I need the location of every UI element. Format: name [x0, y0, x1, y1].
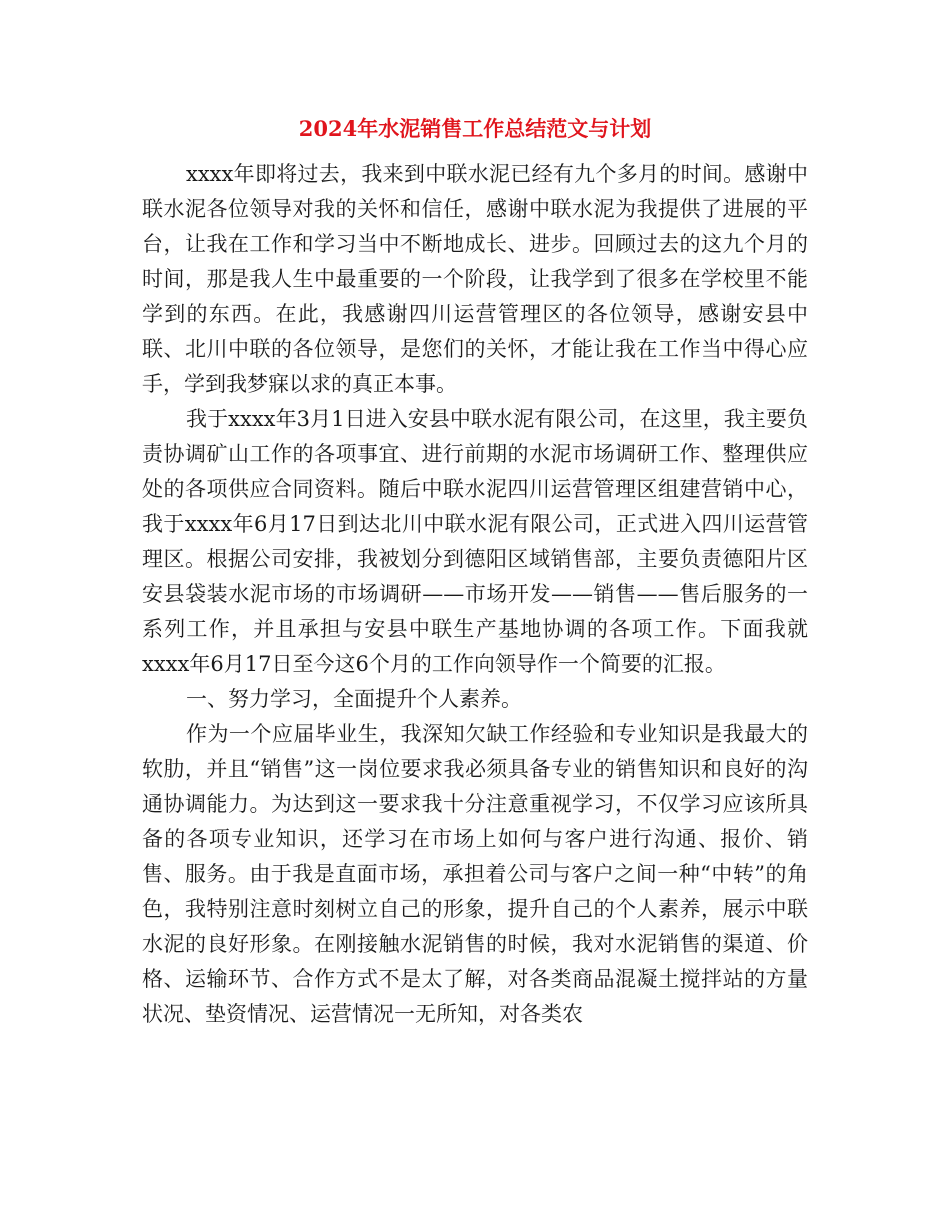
paragraph-study: 作为一个应届毕业生，我深知欠缺工作经验和专业知识是我最大的软肋，并且“销售”这一岗位要求我必须具备专业的销售知识和良好的沟通协调能力。为达到这一要求我十分注意重视学习，不仅学习应该所具备的各项专业知识，还学习在市场上如何与客户进行沟通、报价、销售、服务。由于我是直面市场，承担着公司与客户之间一种“中转”的角色，我特别注意时刻树立自己的形象，提升自己的个人素养，展示中联水泥的良好形象。在刚接触水泥销售的时候，我对水泥销售的渠道、价格、运输环节、合作方式不是太了解，对各类商品混凝土搅拌站的方量状况、垫资情况、运营情况一无所知，对各类农 — [142, 722, 808, 1026]
document-title: 2024年水泥销售工作总结范文与计划 — [298, 116, 652, 141]
paragraph-intro: xxxx年即将过去，我来到中联水泥已经有九个多月的时间。感谢中联水泥各位领导对我的关怀和信任，感谢中联水泥为我提供了进展的平台，让我在工作和学习当中不断地成长、进步。回顾过去的这九个月的时间，那是我人生中最重要的一个阶段，让我学到了很多在学校里不能学到的东西。在此，我感谢四川运营管理区的各位领导，感谢安县中联、北川中联的各位领导，是您们的关怀，才能让我在工作当中得心应手，学到我梦寐以求的真正本事。 — [142, 162, 808, 396]
paragraph-work-history: 我于xxxx年3月1日进入安县中联水泥有限公司，在这里，我主要负责协调矿山工作的各项事宜、进行前期的水泥市场调研工作、整理供应处的各项供应合同资料。随后中联水泥四川运营管理区组建营销中心，我于xxxx年6月17日到达北川中联水泥有限公司，正式进入四川运营管理区。根据公司安排，我被划分到德阳区域销售部，主要负责德阳片区安县袋装水泥市场的市场调研——市场开发——销售——售后服务的一系列工作，并且承担与安县中联生产基地协调的各项工作。下面我就xxxx年6月17日至今这6个月的工作向领导作一个简要的汇报。 — [142, 407, 808, 676]
section-heading-1: 一、努力学习，全面提升个人素养。 — [186, 687, 522, 711]
